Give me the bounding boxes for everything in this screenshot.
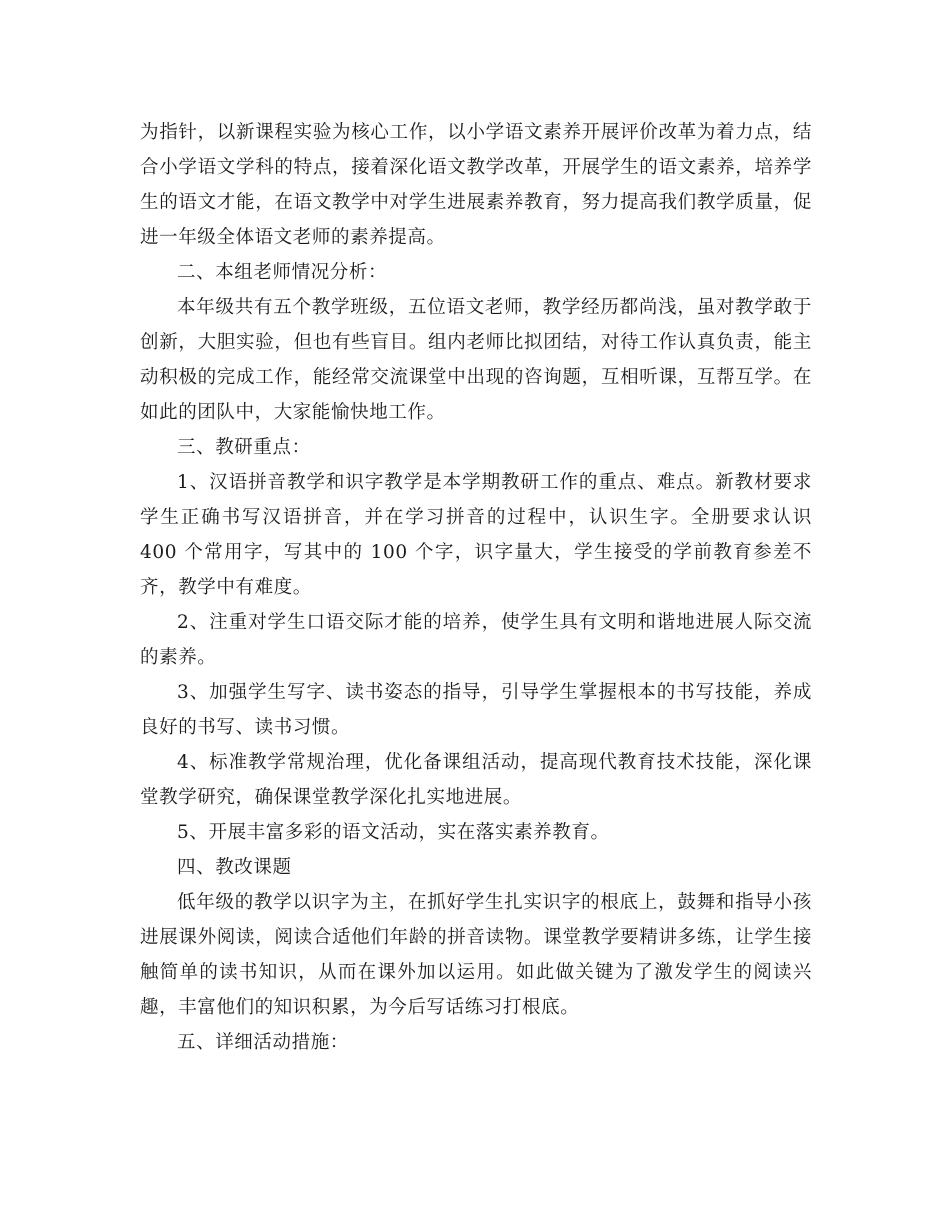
paragraph-reform-topic: 低年级的教学以识字为主，在抓好学生扎实识字的根底上，鼓舞和指导小孩进展课外阅读，阅读合适他们年龄的拼音读物。课堂教学要精讲多练，让学生接触简单的读书知识，从而在课外加以运用。如此做关键为了激发学生的阅读兴趣，丰富他们的知识积累，为今后写话练习打根底。 [140,892,812,1018]
section-heading-activity-measures: 五、详细活动措施： [177,1032,349,1053]
list-item-focus-4: 4、标准教学常规治理，优化备课组活动，提高现代教育技术技能，深化课堂教学研究，确保课堂教学深化扎实地进展。 [140,752,812,808]
list-item-focus-1: 1、汉语拼音教学和识字教学是本学期教研工作的重点、难点。新教材要求学生正确书写汉语拼音，并在学习拼音的过程中，认识生字。全册要求认识 400 个常用字，写其中的 100 个字，识字量大，学生接受的学前教育参差不齐，教学中有难度。 [140,472,812,598]
list-item-focus-2: 2、注重对学生口语交际才能的培养，使学生具有文明和谐地进展人际交流的素养。 [140,612,812,668]
paragraph-teacher-analysis: 本年级共有五个教学班级，五位语文老师，教学经历都尚浅，虽对教学敢于创新，大胆实验，但也有些盲目。组内老师比拟团结，对待工作认真负责，能主动积极的完成工作，能经常交流课堂中出现的咨询题，互相听课，互帮互学。在如此的团队中，大家能愉快地工作。 [140,297,812,423]
section-heading-research-focus: 三、教研重点： [177,437,311,458]
section-heading-teacher-analysis: 二、本组老师情况分析： [177,262,388,283]
list-item-focus-5: 5、开展丰富多彩的语文活动，实在落实素养教育。 [177,822,610,843]
paragraph-intro-continuation: 为指针，以新课程实验为核心工作，以小学语文素养开展评价改革为着力点，结合小学语文学科的特点，接着深化语文教学改革，开展学生的语文素养，培养学生的语文才能，在语文教学中对学生进展素养教育，努力提高我们教学质量，促进一年级全体语文老师的素养提高。 [140,122,812,248]
section-heading-reform-topic: 四、教改课题 [177,857,292,878]
list-item-focus-3: 3、加强学生写字、读书姿态的指导，引导学生掌握根本的书写技能，养成良好的书写、读书习惯。 [140,682,812,738]
document-body [140,115,812,1060]
